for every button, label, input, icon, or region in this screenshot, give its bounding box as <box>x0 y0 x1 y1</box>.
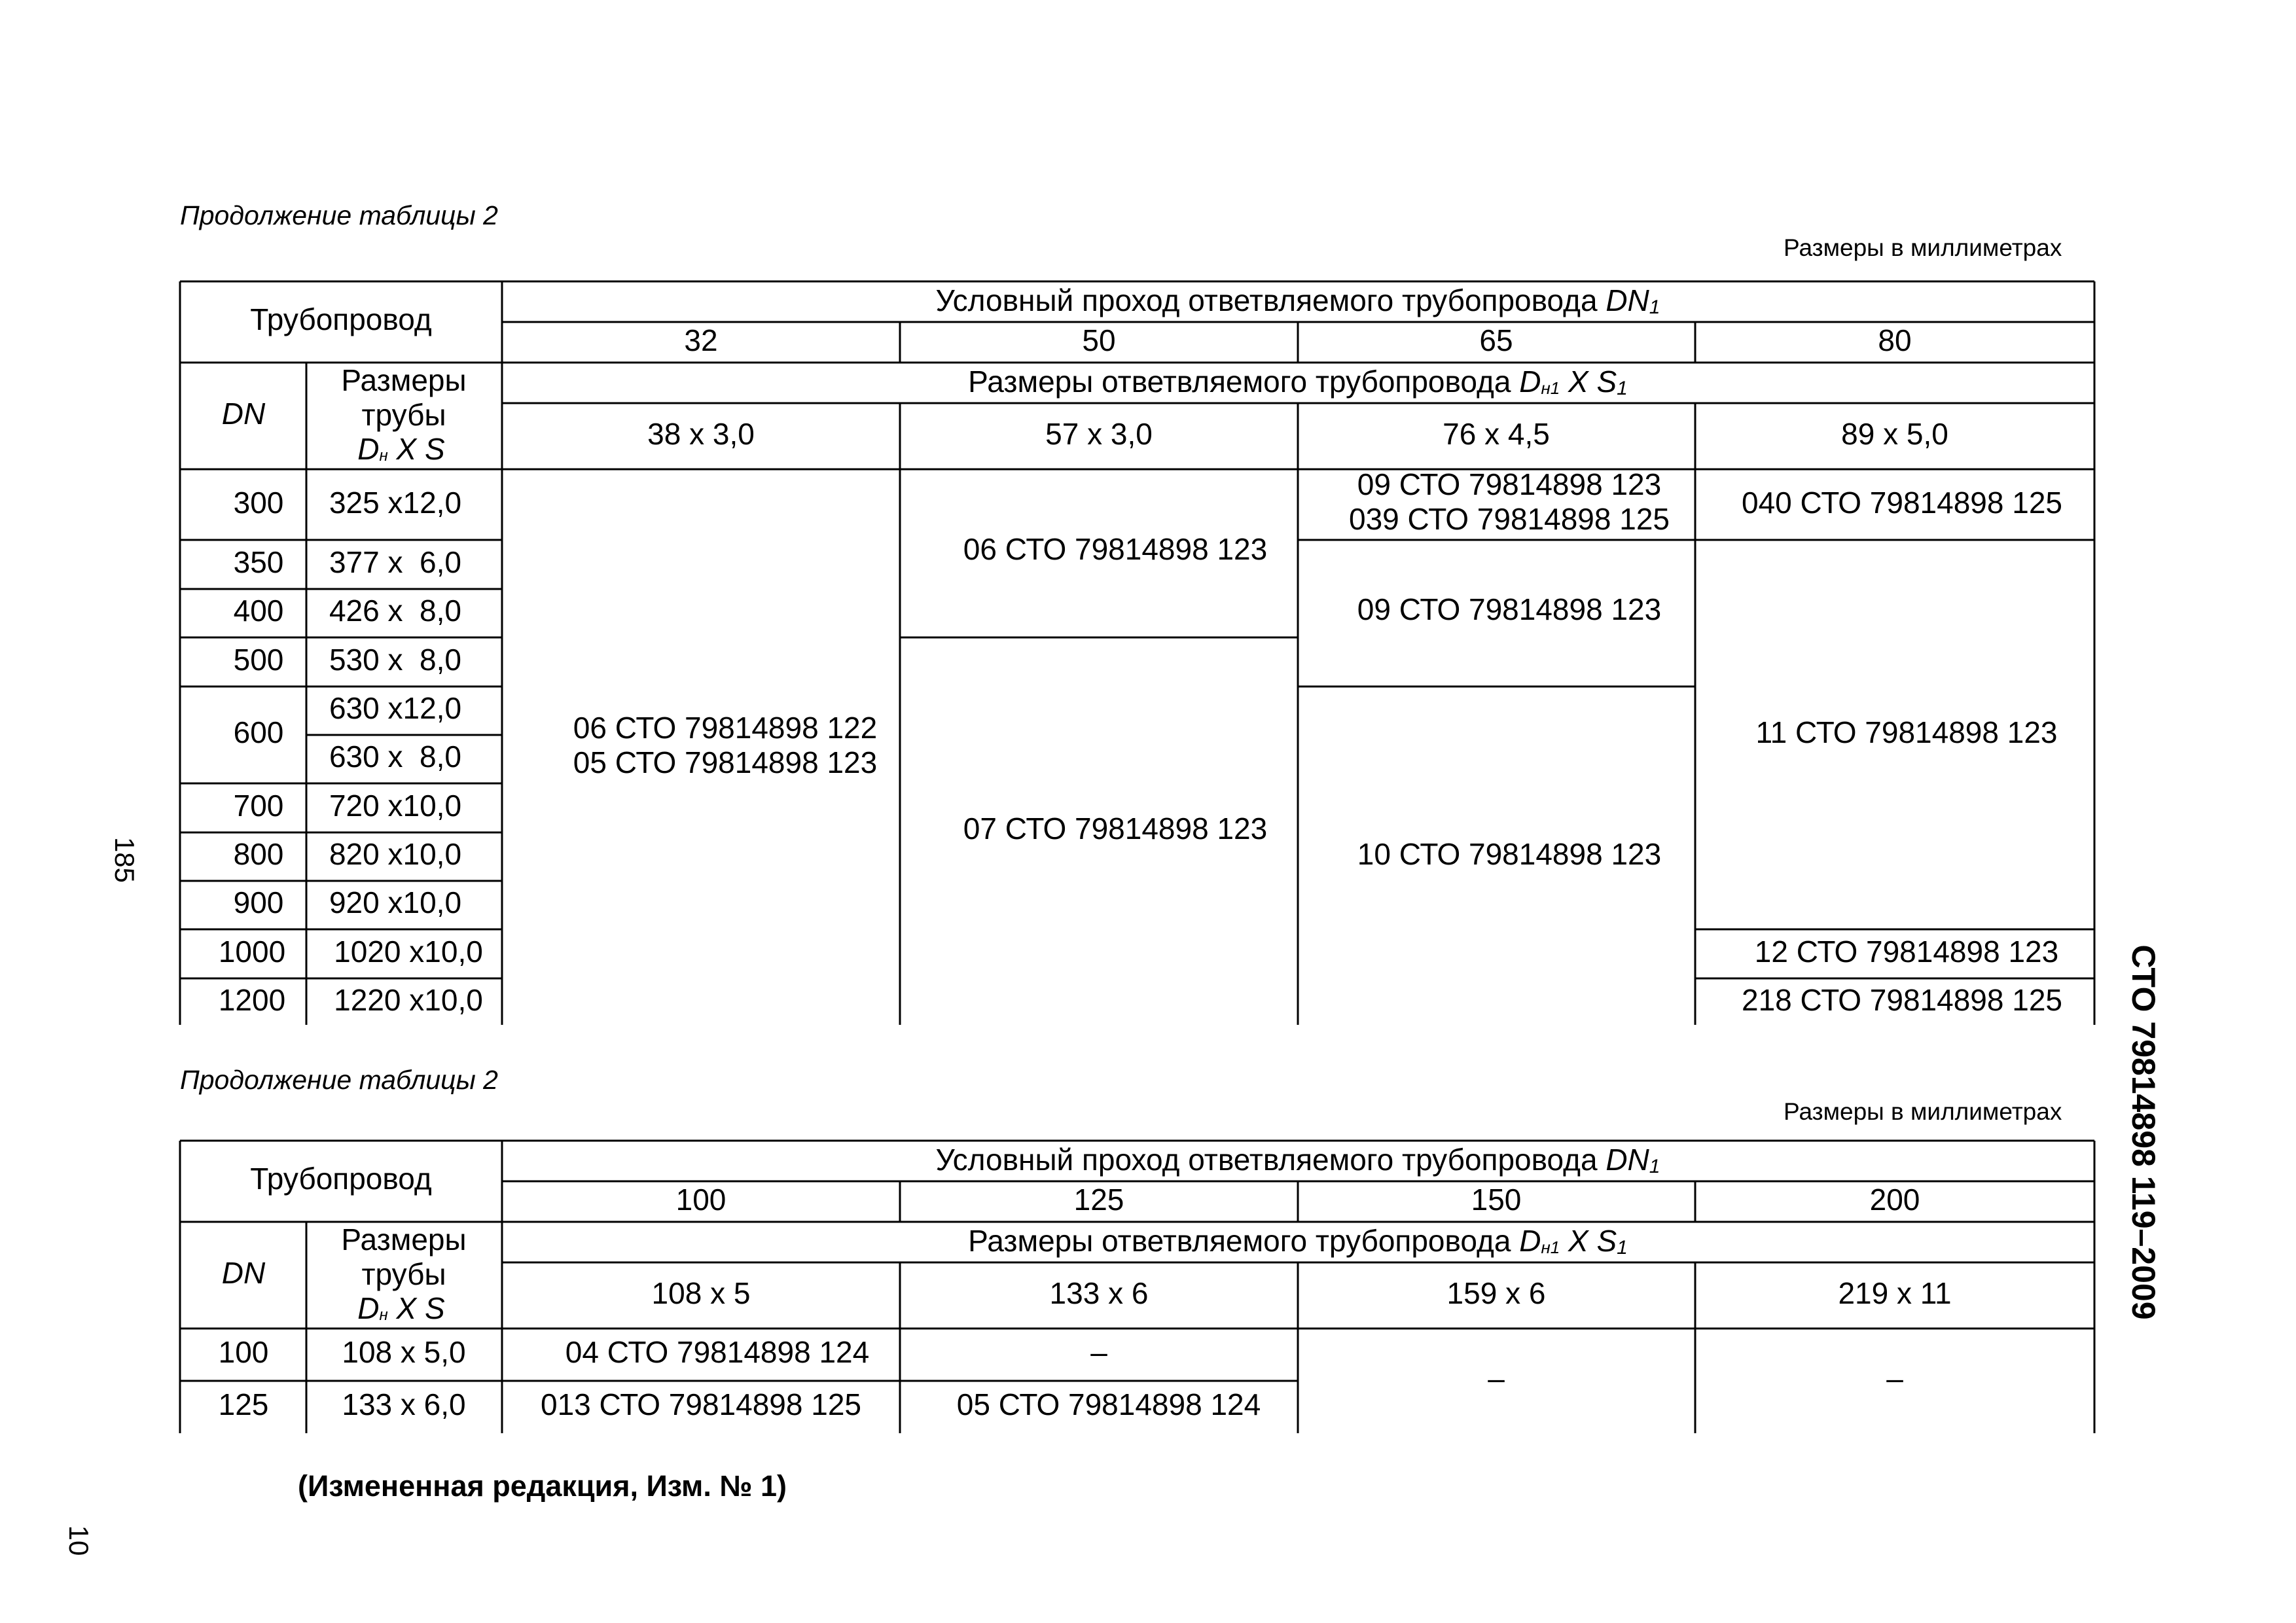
table-row-dn: 900 <box>233 885 284 920</box>
table-row-dn: 700 <box>233 789 284 823</box>
table-top-cell-65-b: 09 СТО 79814898 123 <box>1357 592 1662 627</box>
table-top-branch-size-50: 57 x 3,0 <box>1045 417 1153 452</box>
table-top-branch-size-32: 38 x 3,0 <box>647 417 755 452</box>
table-top-cell-80-a: 040 СТО 79814898 125 <box>1741 486 2063 520</box>
table-bottom-branch-size-100: 108 x 5 <box>651 1276 751 1311</box>
table-bottom-dn-header: DN <box>221 1256 266 1291</box>
table-top-cell-80-b: 11 СТО 79814898 123 <box>1755 715 2058 750</box>
table-bottom-nominal-bore-header: Условный проход ответвляемого трубопровода DN1 <box>935 1143 1660 1177</box>
table-row-cell-100: 013 СТО 79814898 125 <box>540 1387 862 1422</box>
table-row-dn: 1000 <box>218 935 286 969</box>
table-bottom-dn1-125: 125 <box>1073 1183 1124 1217</box>
table-top-cell-32-line1: 06 СТО 79814898 122 <box>573 711 878 745</box>
table-bottom-branch-size-150: 159 x 6 <box>1446 1276 1546 1311</box>
table-row-size: 530 x 8,0 <box>329 643 462 677</box>
table-bottom-pipe-size-line1: Размеры <box>341 1222 467 1257</box>
table-row-size: 630 x 8,0 <box>329 740 462 774</box>
table-top-branch-size-80: 89 x 5,0 <box>1841 417 1948 452</box>
table-top-cell-65-a-line1: 09 СТО 79814898 123 <box>1357 467 1662 502</box>
table-top-pipeline-header: Трубопровод <box>250 302 432 337</box>
table-bottom-pipe-size-line2: трубы <box>361 1257 446 1292</box>
table-bottom-dn1-100: 100 <box>675 1183 726 1217</box>
table-row-dn: 800 <box>233 837 284 872</box>
table-top-pipe-size-line2: трубы <box>361 398 446 433</box>
table-row-dn: 1200 <box>218 983 286 1018</box>
table-top-pipe-size-formula: Dн X S <box>357 432 445 467</box>
table-row-size: 820 x10,0 <box>329 837 462 872</box>
table-top-dn1-50: 50 <box>1082 323 1116 358</box>
table-top-cell-65-c: 10 СТО 79814898 123 <box>1357 837 1662 872</box>
table-top-cell-50-b: 07 СТО 79814898 123 <box>963 812 1268 846</box>
table-row-cell-125: 05 СТО 79814898 124 <box>956 1387 1261 1422</box>
table-bottom-cell-200: – <box>1886 1361 1903 1396</box>
table-top-dn1-65: 65 <box>1479 323 1513 358</box>
table-row-size: 1020 x10,0 <box>334 935 483 969</box>
table-bottom-branch-size-200: 219 x 11 <box>1838 1276 1952 1311</box>
table-row-size: 630 x12,0 <box>329 691 462 726</box>
table-continuation-label-top: Продолжение таблицы 2 <box>180 200 498 230</box>
table-row-dn: 300 <box>233 486 284 520</box>
document-code: СТО 79814898 119–2009 <box>2125 944 2162 1320</box>
table-row-size: 133 x 6,0 <box>342 1387 466 1422</box>
table-row-dn: 125 <box>218 1387 269 1422</box>
table-top-cell-80-c: 12 СТО 79814898 123 <box>1754 935 2059 969</box>
table-top-dn1-80: 80 <box>1878 323 1912 358</box>
table-row-cell-100: 04 СТО 79814898 124 <box>565 1335 870 1370</box>
table-bottom-pipe-size-formula: Dн X S <box>357 1291 445 1326</box>
table-top-cell-32-line2: 05 СТО 79814898 123 <box>573 745 878 780</box>
table-row-size: 1220 x10,0 <box>334 983 483 1018</box>
table-bottom-rows <box>219 1335 1261 1421</box>
table-row-dn: 350 <box>233 545 284 580</box>
table-row-size: 108 x 5,0 <box>342 1335 466 1370</box>
table-bottom-branch-size-125: 133 x 6 <box>1049 1276 1149 1311</box>
table-row-dn: 100 <box>218 1335 269 1370</box>
table-row-size: 720 x10,0 <box>329 789 462 823</box>
page-number-top: 185 <box>109 836 140 883</box>
table-row-dn: 400 <box>233 594 284 628</box>
table-row-dn: 600 <box>233 715 284 750</box>
table-bottom-branch-size-header: Размеры ответвляемого трубопровода Dн1 X S1 <box>968 1224 1628 1258</box>
table-row-size: 920 x10,0 <box>329 885 462 920</box>
table-bottom-dn1-150: 150 <box>1471 1183 1522 1217</box>
table-bottom-dn1-200: 200 <box>1869 1183 1920 1217</box>
table-top-cell-50-a: 06 СТО 79814898 123 <box>963 532 1268 567</box>
units-label-top: Размеры в миллиметрах <box>1784 234 2062 261</box>
page-number-bottom: 10 <box>63 1525 94 1556</box>
table-top-branch-size-header: Размеры ответвляемого трубопровода Dн1 X S1 <box>968 365 1628 399</box>
revision-note: (Измененная редакция, Изм. № 1) <box>298 1469 787 1503</box>
table-top-branch-size-65: 76 x 4,5 <box>1443 417 1550 452</box>
table-row-size: 325 x12,0 <box>329 486 462 520</box>
table-top-cell-80-d: 218 СТО 79814898 125 <box>1741 983 2063 1018</box>
table-top-dn-header: DN <box>221 397 266 431</box>
table-row-dn: 500 <box>233 643 284 677</box>
table-top-nominal-bore-header: Условный проход ответвляемого трубопровода DN1 <box>935 283 1660 318</box>
table-top-pipe-size-line1: Размеры <box>341 363 467 398</box>
units-label-bottom: Размеры в миллиметрах <box>1784 1098 2062 1125</box>
table-row-size: 377 x 6,0 <box>329 545 462 580</box>
table-row-size: 426 x 8,0 <box>329 594 462 628</box>
table-row-cell-125: – <box>1090 1335 1107 1370</box>
table-continuation-label-bottom: Продолжение таблицы 2 <box>180 1065 498 1095</box>
table-top-dn1-32: 32 <box>684 323 718 358</box>
table-top-cell-65-a-line2: 039 СТО 79814898 125 <box>1348 502 1670 537</box>
table-bottom-pipeline-header: Трубопровод <box>250 1162 432 1196</box>
table-bottom-cell-150: – <box>1488 1361 1505 1396</box>
